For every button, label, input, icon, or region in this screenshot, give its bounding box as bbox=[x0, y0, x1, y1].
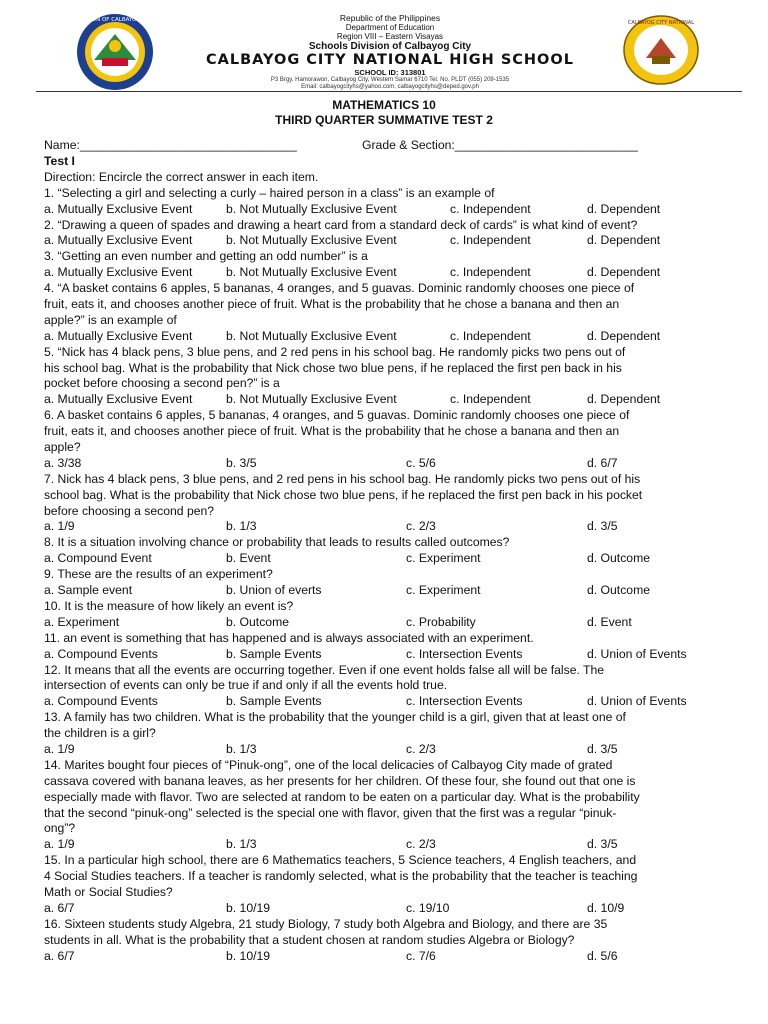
option-d[interactable]: d. 10/9 bbox=[587, 900, 625, 915]
options-7 bbox=[44, 519, 734, 535]
option-c[interactable]: c. Experiment bbox=[406, 551, 481, 566]
question-4-cont: apple?” is an example of bbox=[44, 312, 177, 327]
division-seal-logo bbox=[72, 12, 158, 92]
svg-text:DIVISION OF CALBAYOG CITY: DIVISION OF CALBAYOG CITY bbox=[75, 17, 155, 23]
option-d[interactable]: d. 5/6 bbox=[587, 948, 618, 963]
question-4-cont: fruit, eats it, and chooses another piece of fruit. What is the probability that he chose a banana and then an bbox=[44, 297, 620, 312]
option-c[interactable]: c. Probability bbox=[406, 614, 476, 629]
option-b[interactable]: b. 1/3 bbox=[226, 519, 257, 534]
option-d[interactable]: d. Event bbox=[587, 614, 632, 629]
direction: Direction: Encircle the correct answer in each item. bbox=[44, 169, 319, 184]
question-14-cont: ong”? bbox=[44, 821, 76, 836]
question-12-cont: intersection of events can only be true if and only if all the events hold true. bbox=[44, 678, 448, 693]
question-16-cont: students in all. What is the probability that a student chosen at random studies Algebra or Biology? bbox=[44, 932, 575, 947]
question-14-cont: cassava covered with banana leaves, as her presents for her children. Of these four, she found out that one is bbox=[44, 773, 636, 788]
option-d[interactable]: d. Outcome bbox=[587, 551, 650, 566]
option-d[interactable]: d. 6/7 bbox=[587, 455, 618, 470]
question-3: 3. “Getting an even number and getting an odd number” is a bbox=[44, 249, 368, 264]
option-b[interactable]: b. Outcome bbox=[226, 614, 289, 629]
option-d[interactable]: d. 3/5 bbox=[587, 837, 618, 852]
option-a[interactable]: a. Mutually Exclusive Event bbox=[44, 328, 193, 343]
header-rule bbox=[36, 91, 742, 92]
option-b[interactable]: b. Not Mutually Exclusive Event bbox=[226, 328, 397, 343]
option-a[interactable]: a. Compound Events bbox=[44, 694, 158, 709]
division-line: Schools Division of Calbayog City bbox=[308, 41, 472, 52]
option-b[interactable]: b. Not Mutually Exclusive Event bbox=[226, 233, 397, 248]
question-14: 14. Marites bought four pieces of “Pinuk-ong”, one of the local delicacies of Calbayog City made of grated bbox=[44, 757, 613, 772]
question-5-cont: his school bag. What is the probability that Nick chose two blue pens, if he replaced the first pen back in his bbox=[44, 360, 622, 375]
school-name: CALBAYOG CITY NATIONAL HIGH SCHOOL bbox=[206, 52, 574, 68]
name-grade-row bbox=[44, 138, 734, 154]
option-d[interactable]: d. Union of Events bbox=[587, 646, 687, 661]
option-b[interactable]: b. Sample Events bbox=[226, 646, 322, 661]
option-d[interactable]: d. Dependent bbox=[587, 201, 661, 216]
question-5-cont: pocket before choosing a second pen?” is a bbox=[44, 376, 280, 391]
question-13-cont: the children is a girl? bbox=[44, 726, 156, 741]
options-13 bbox=[44, 742, 734, 758]
region-line: Region VIII – Eastern Visayas bbox=[336, 32, 444, 41]
question-15: 15. In a particular high school, there are 6 Mathematics teachers, 5 Science teachers, 4 English teachers, and bbox=[44, 853, 637, 868]
question-16: 16. Sixteen students study Algebra, 21 study Biology, 7 study both Algebra and Biology, and there are 35 bbox=[44, 916, 608, 931]
option-a[interactable]: a. 3/38 bbox=[44, 455, 82, 470]
question-10: 10. It is the measure of how likely an event is? bbox=[44, 598, 294, 613]
test-title-block bbox=[0, 98, 768, 128]
question-9: 9. These are the results of an experiment? bbox=[44, 567, 273, 582]
question-14-cont: especially made with flavor. Two are selected at random to be eaten on a particular day. What is the probability bbox=[44, 789, 640, 804]
option-b[interactable]: b. Sample Events bbox=[226, 694, 322, 709]
options-11 bbox=[44, 647, 734, 663]
deped-line: Department of Education bbox=[345, 23, 435, 32]
options-10 bbox=[44, 615, 734, 631]
test-title: THIRD QUARTER SUMMATIVE TEST 2 bbox=[275, 113, 493, 127]
option-b[interactable]: b. 1/3 bbox=[226, 837, 257, 852]
question-6: 6. A basket contains 6 apples, 5 bananas, 4 oranges, and 5 guavas. Dominic randomly chooses one piece of bbox=[44, 408, 630, 423]
school-seal-logo bbox=[622, 14, 700, 86]
question-14-cont: that the second “pinuk-ong” selected is the special one with flavor, given that the first was a regular “pinuk- bbox=[44, 805, 617, 820]
name-field[interactable]: Name:________________________________ bbox=[44, 138, 297, 152]
option-a[interactable]: a. 6/7 bbox=[44, 948, 75, 963]
test-label: Test I bbox=[44, 154, 75, 168]
question-13: 13. A family has two children. What is the probability that the younger child is a girl, given that at least one of bbox=[44, 710, 626, 725]
options-6 bbox=[44, 456, 734, 472]
options-4 bbox=[44, 329, 734, 345]
svg-text:CALBAYOG CITY NATIONAL: CALBAYOG CITY NATIONAL bbox=[627, 20, 695, 26]
options-15 bbox=[44, 901, 734, 917]
question-6-cont: apple? bbox=[44, 440, 81, 455]
question-12: 12. It means that all the events are occurring together. Even if one event holds false all will be false. The bbox=[44, 662, 605, 677]
grade-section-field[interactable]: Grade & Section:___________________________ bbox=[362, 138, 638, 152]
option-c[interactable]: c. 19/10 bbox=[406, 900, 450, 915]
options-2 bbox=[44, 233, 734, 249]
question-15-cont: 4 Social Studies teachers. If a teacher is randomly selected, what is the probability that the teacher is teaching bbox=[44, 869, 638, 884]
option-b[interactable]: b. Union of everts bbox=[226, 583, 322, 598]
option-d[interactable]: d. Dependent bbox=[587, 265, 661, 280]
option-a[interactable]: a. Mutually Exclusive Event bbox=[44, 233, 193, 248]
option-a[interactable]: a. Experiment bbox=[44, 614, 120, 629]
options-9 bbox=[44, 583, 734, 599]
school-email: Email: calbayogcityhs@yahoo.com, calbayogcityhs@deped.gov.ph bbox=[301, 84, 479, 90]
options-8 bbox=[44, 551, 734, 567]
question-5: 5. “Nick has 4 black pens, 3 blue pens, and 2 red pens in his school bag. He randomly picks two pens out of bbox=[44, 344, 626, 359]
option-b[interactable]: b. Event bbox=[226, 551, 271, 566]
options-14 bbox=[44, 837, 734, 853]
option-c[interactable]: c. Independent bbox=[450, 201, 531, 216]
option-a[interactable]: a. 6/7 bbox=[44, 900, 75, 915]
question-2: 2. “Drawing a queen of spades and drawing a heart card from a standard deck of cards” is what kind of event? bbox=[44, 217, 638, 232]
option-d[interactable]: d. Dependent bbox=[587, 233, 661, 248]
option-c[interactable]: c. 5/6 bbox=[406, 455, 436, 470]
test-body bbox=[44, 138, 734, 964]
option-a[interactable]: a. Compound Event bbox=[44, 551, 152, 566]
option-a[interactable]: a. Mutually Exclusive Event bbox=[44, 201, 193, 216]
option-b[interactable]: b. 1/3 bbox=[226, 741, 257, 756]
subject-title: MATHEMATICS 10 bbox=[332, 98, 436, 112]
option-a[interactable]: a. Mutually Exclusive Event bbox=[44, 265, 193, 280]
question-7-cont: school bag. What is the probability that Nick chose two blue pens, if he replaced the first pen back in his pocket bbox=[44, 487, 643, 502]
school-id: SCHOOL ID: 313801 bbox=[354, 68, 426, 77]
question-15-cont: Math or Social Studies? bbox=[44, 884, 173, 899]
option-c[interactable]: c. 2/3 bbox=[406, 837, 436, 852]
letterhead bbox=[0, 0, 768, 92]
option-a[interactable]: a. Mutually Exclusive Event bbox=[44, 392, 193, 407]
letterhead-text bbox=[160, 14, 620, 91]
option-b[interactable]: b. 3/5 bbox=[226, 455, 257, 470]
option-b[interactable]: b. 10/19 bbox=[226, 948, 271, 963]
republic-line: Republic of the Philippines bbox=[339, 13, 441, 23]
option-c[interactable]: c. 2/3 bbox=[406, 519, 436, 534]
question-1: 1. “Selecting a girl and selecting a curly – haired person in a class” is an example of bbox=[44, 185, 495, 200]
options-1 bbox=[44, 202, 734, 218]
option-d[interactable]: d. Outcome bbox=[587, 583, 650, 598]
option-c[interactable]: c. Independent bbox=[450, 265, 531, 280]
question-8: 8. It is a situation involving chance or probability that leads to results called outcomes? bbox=[44, 535, 510, 550]
options-5 bbox=[44, 392, 734, 408]
school-address: P3 Brgy. Hamorawon, Calbayog City, Western Samar 6710 Tel. No. PLDT (055) 209-1535 bbox=[270, 77, 510, 83]
options-16 bbox=[44, 949, 734, 965]
option-d[interactable]: d. 3/5 bbox=[587, 519, 618, 534]
option-d[interactable]: d. Union of Events bbox=[587, 694, 687, 709]
option-b[interactable]: b. Not Mutually Exclusive Event bbox=[226, 392, 397, 407]
option-b[interactable]: b. Not Mutually Exclusive Event bbox=[226, 265, 397, 280]
option-c[interactable]: c. Intersection Events bbox=[406, 694, 523, 709]
option-d[interactable]: d. Dependent bbox=[587, 392, 661, 407]
question-7-cont: before choosing a second pen? bbox=[44, 503, 215, 518]
option-c[interactable]: c. Intersection Events bbox=[406, 646, 523, 661]
option-a[interactable]: a. Compound Events bbox=[44, 646, 158, 661]
option-c[interactable]: c. Independent bbox=[450, 392, 531, 407]
option-a[interactable]: a. 1/9 bbox=[44, 837, 75, 852]
option-c[interactable]: c. Experiment bbox=[406, 583, 481, 598]
option-c[interactable]: c. Independent bbox=[450, 233, 531, 248]
option-c[interactable]: c. Independent bbox=[450, 328, 531, 343]
question-4: 4. “A basket contains 6 apples, 5 bananas, 4 oranges, and 5 guavas. Dominic randomly chooses one piece of bbox=[44, 281, 635, 296]
question-7: 7. Nick has 4 black pens, 3 blue pens, and 2 red pens in his school bag. He randomly picks two pens out of his bbox=[44, 471, 641, 486]
option-a[interactable]: a. 1/9 bbox=[44, 519, 75, 534]
option-c[interactable]: c. 7/6 bbox=[406, 948, 436, 963]
option-d[interactable]: d. 3/5 bbox=[587, 741, 618, 756]
options-3 bbox=[44, 265, 734, 281]
options-12 bbox=[44, 694, 734, 710]
option-c[interactable]: c. 2/3 bbox=[406, 741, 436, 756]
option-a[interactable]: a. Sample event bbox=[44, 583, 133, 598]
option-b[interactable]: b. Not Mutually Exclusive Event bbox=[226, 201, 397, 216]
option-d[interactable]: d. Dependent bbox=[587, 328, 661, 343]
option-a[interactable]: a. 1/9 bbox=[44, 741, 75, 756]
question-6-cont: fruit, eats it, and chooses another piece of fruit. What is the probability that he chose a banana and then an bbox=[44, 424, 620, 439]
option-b[interactable]: b. 10/19 bbox=[226, 900, 271, 915]
question-11: 11. an event is something that has happened and is always associated with an experiment. bbox=[44, 630, 534, 645]
